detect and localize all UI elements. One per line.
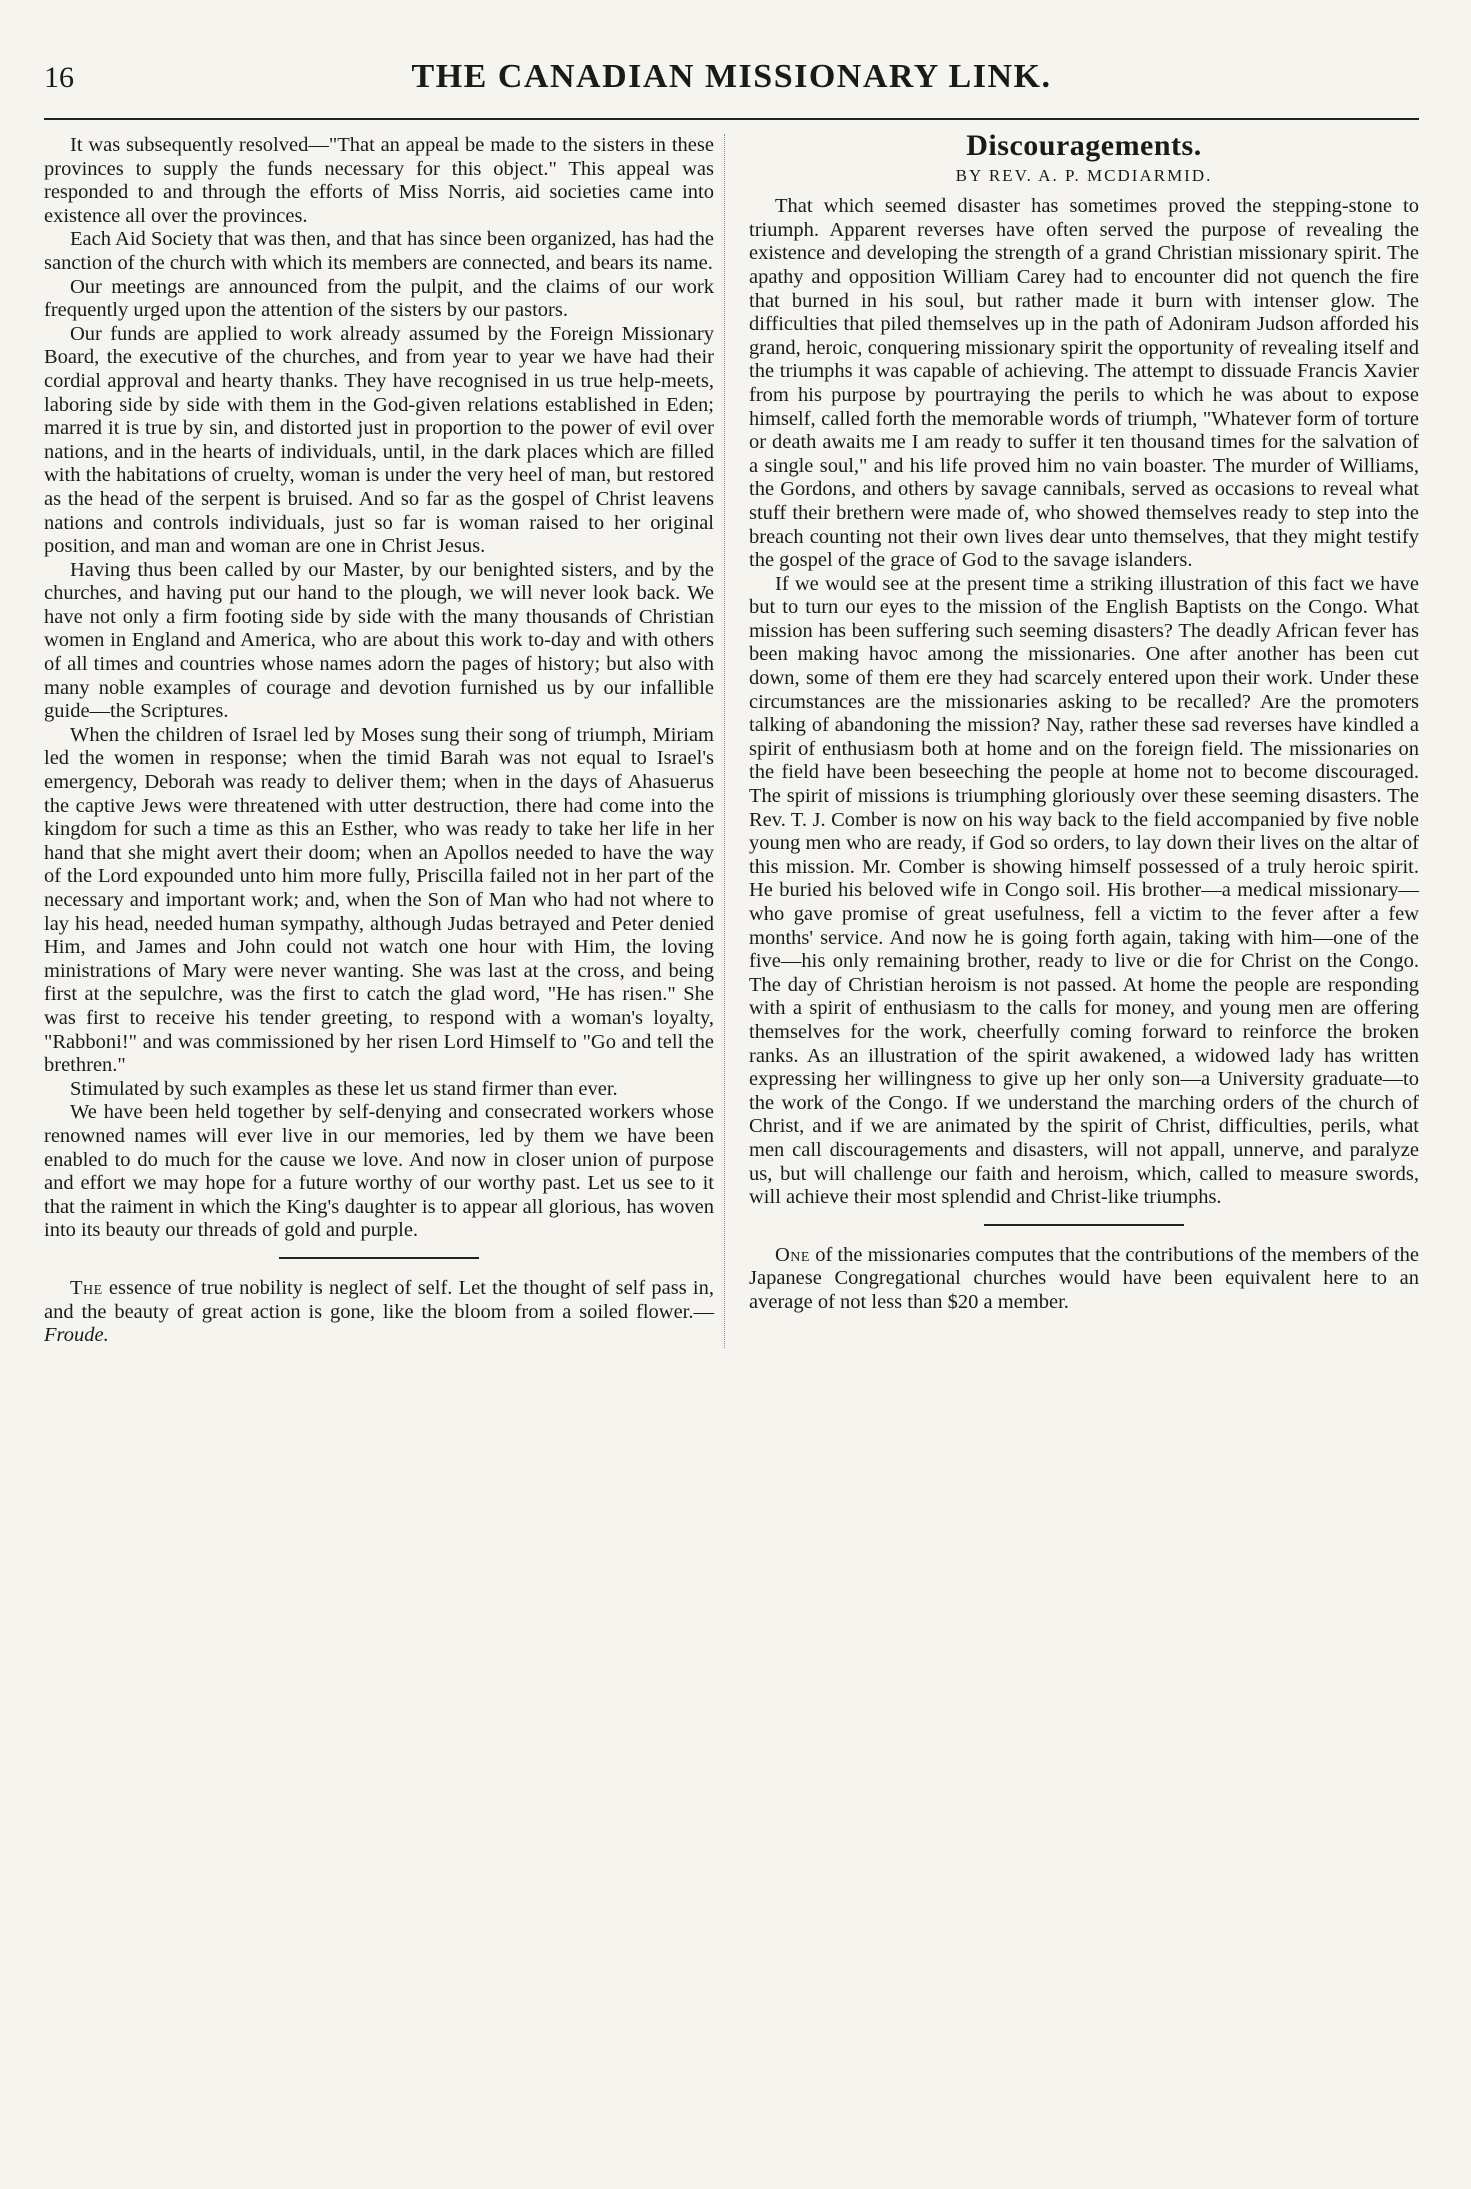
left-column [44,134,725,1348]
note-lead: The [70,1276,103,1299]
page-header [44,58,1419,120]
right-column [739,129,1419,1348]
note-attribution: Froude. [44,1324,109,1347]
paragraph: It was subsequently resolved—"That an appeal be made to the sisters in these provinces to supply the funds necessary for this object." This appeal was responded to and through the efforts of Miss Norris, aid societies came into existence all over the provinces. [44,134,714,227]
section-divider [279,1257,479,1259]
columns [44,129,1419,1348]
closing-note [44,1277,714,1348]
paragraph: Our funds are applied to work already assumed by the Foreign Missionary Board, the executive of the churches, and from year to year we have had their cordial approval and hearty thanks. They have recognised in us true help-meets, laboring side by side with them in the God-given relations established in Eden; marred it is true by sin, and distorted just in proportion to the power of evil over nations, and in the hearts of individuals, until, in the dark places which are filled with the habitations of cruelty, woman is under the very heel of man, but restored as the head of the serpent is bruised. And so far as the gospel of Christ leavens nations and controls individuals, just so far is woman raised to her original position, and man and woman are one in Christ Jesus. [44,322,714,558]
paragraph: Our meetings are announced from the pulpit, and the claims of our work frequently urged upon the attention of the sisters by our pastors. [44,275,714,322]
page-number: 16 [44,61,74,94]
note-text: essence of true nobility is neglect of self. Let the thought of self pass in, and the beauty of great action is gone, like the bloom from a soiled flower.— [44,1276,714,1323]
article-title: Discouragements. [966,129,1202,162]
paragraph: We have been held together by self-denying and consecrated workers whose renowned names will ever live in our memories, led by them we have been enabled to do much for the cause we love. And now in closer union of purpose and effort we may hope for a future worthy of our worthy past. Let us see to it that the raiment in which the King's daughter is to appear all glorious, has woven into its beauty our threads of gold and purple. [44,1101,714,1242]
paragraph: That which seemed disaster has sometimes proved the stepping-stone to triumph. Apparent reverses have often served the purpose of revealing the existence and developing the strength of a grand Christian missionary spirit. The apathy and opposition William Carey had to encounter did not quench the fire that burned in his soul, but rather made it burn with intenser glow. The difficulties that piled themselves up in the path of Adoniram Judson afforded his grand, heroic, conquering missionary spirit the opportunity of revealing itself and the triumphs it was capable of achieving. The attempt to dissuade Francis Xavier from his purpose by pourtraying the perils to which he was about to expose himself, called forth the memorable words of triumph, "Whatever form of torture or death awaits me I am ready to suffer it ten thousand times for the salvation of a single soul," and his life proved him no vain boaster. The murder of Williams, the Gordons, and others by savage cannibals, served as occasions to reveal what stuff their brethern were made of, who showed themselves ready to step into the breach counting not their own lives dear unto themselves, that they might testify the gospel of the grace of God to the savage islanders. [749,195,1419,572]
paragraph: Each Aid Society that was then, and that has since been organized, has had the sanction of the church with which its members are connected, and bears its name. [44,228,714,274]
note-lead: One [775,1243,810,1266]
article-byline: BY REV. A. P. MCDIARMID. [955,165,1213,185]
paragraph: Stimulated by such examples as these let us stand firmer than ever. [70,1077,618,1100]
paragraph: If we would see at the present time a striking illustration of this fact we have but to turn our eyes to the mission of the English Baptists on the Congo. What mission has been suffering such seeming disasters? The deadly African fever has been making havoc among the missionaries. One after another has been cut down, some of them ere they had scarcely entered upon their work. Under these circumstances are the missionaries asking to be recalled? Are the promoters talking of abandoning the mission? Nay, rather these sad reverses have kindled a spirit of enthusiasm both at home and on the foreign field. The missionaries on the field have been beseeching the people at home not to become discouraged. The spirit of missions is triumphing gloriously over these seeming disasters. The Rev. T. J. Comber is now on his way back to the field accompanied by five noble young men who are ready, if God so orders, to lay down their lives on the altar of this mission. Mr. Comber is showing himself possessed of a truly heroic spirit. He buried his beloved wife in Congo soil. His brother—a medical missionary—who gave promise of great usefulness, fell a victim to the fever after a few months' service. And now he is going forth again, taking with him—one of the five—his only remaining brother, ready to live or die for Christ on the Congo. The day of Christian heroism is not passed. At home the people are responding with a spirit of enthusiasm to the calls for money, and young men are offering themselves for the work, cheerfully coming forward to reinforce the broken ranks. As an illustration of the spirit awakened, a widowed lady has written expressing her willingness to give up her only son—a University graduate—to the work of the Congo. If we understand the marching orders of the church of Christ, and if we are animated by the spirit of Christ, difficulties, perils, what men call discouragements and disasters, will not appall, unnerve, and paralyze us, but will challenge our faith and heroism, which, called to measure swords, will achieve their most splendid and Christ-like triumphs. [749,572,1419,1209]
closing-note [749,1244,1419,1315]
note-text: of the missionaries computes that the contributions of the members of the Japanese Congregational churches would have been equivalent here to an average of not less than $20 a member. [749,1243,1419,1313]
running-title: THE CANADIAN MISSIONARY LINK. [411,58,1052,95]
section-divider [984,1224,1184,1226]
paragraph: Having thus been called by our Master, by our benighted sisters, and by the churches, and having put our hand to the plough, we will never look back. We have not only a firm footing side by side with the many thousands of Christian women in England and America, who are about this work to-day and with others of all times and countries whose names adorn the pages of history; but also with many noble examples of courage and devotion furnished us by our infallible guide—the Scriptures. [44,558,714,723]
paragraph: When the children of Israel led by Moses sung their song of triumph, Miriam led the women in response; when the timid Barah was not equal to Israel's emergency, Deborah was ready to deliver them; when in the days of Ahasuerus the captive Jews were threatened with utter destruction, there had come into the kingdom for such a time as this an Esther, who was ready to take her life in her hand that she might avert their doom; when an Apollos needed to have the way of the Lord expounded unto him more fully, Priscilla failed not in her part of the necessary and important work; and, when the Son of Man who had not where to lay his head, needed human sympathy, although Judas betrayed and Peter denied Him, and James and John could not watch one hour with Him, the loving ministrations of Mary were never wanting. She was last at the cross, and being first at the sepulchre, was the first to catch the glad word, "He has risen." She was first to receive his tender greeting, to respond with a woman's loyalty, "Rabboni!" and was commissioned by her risen Lord Himself to "Go and tell the brethren." [44,723,714,1077]
